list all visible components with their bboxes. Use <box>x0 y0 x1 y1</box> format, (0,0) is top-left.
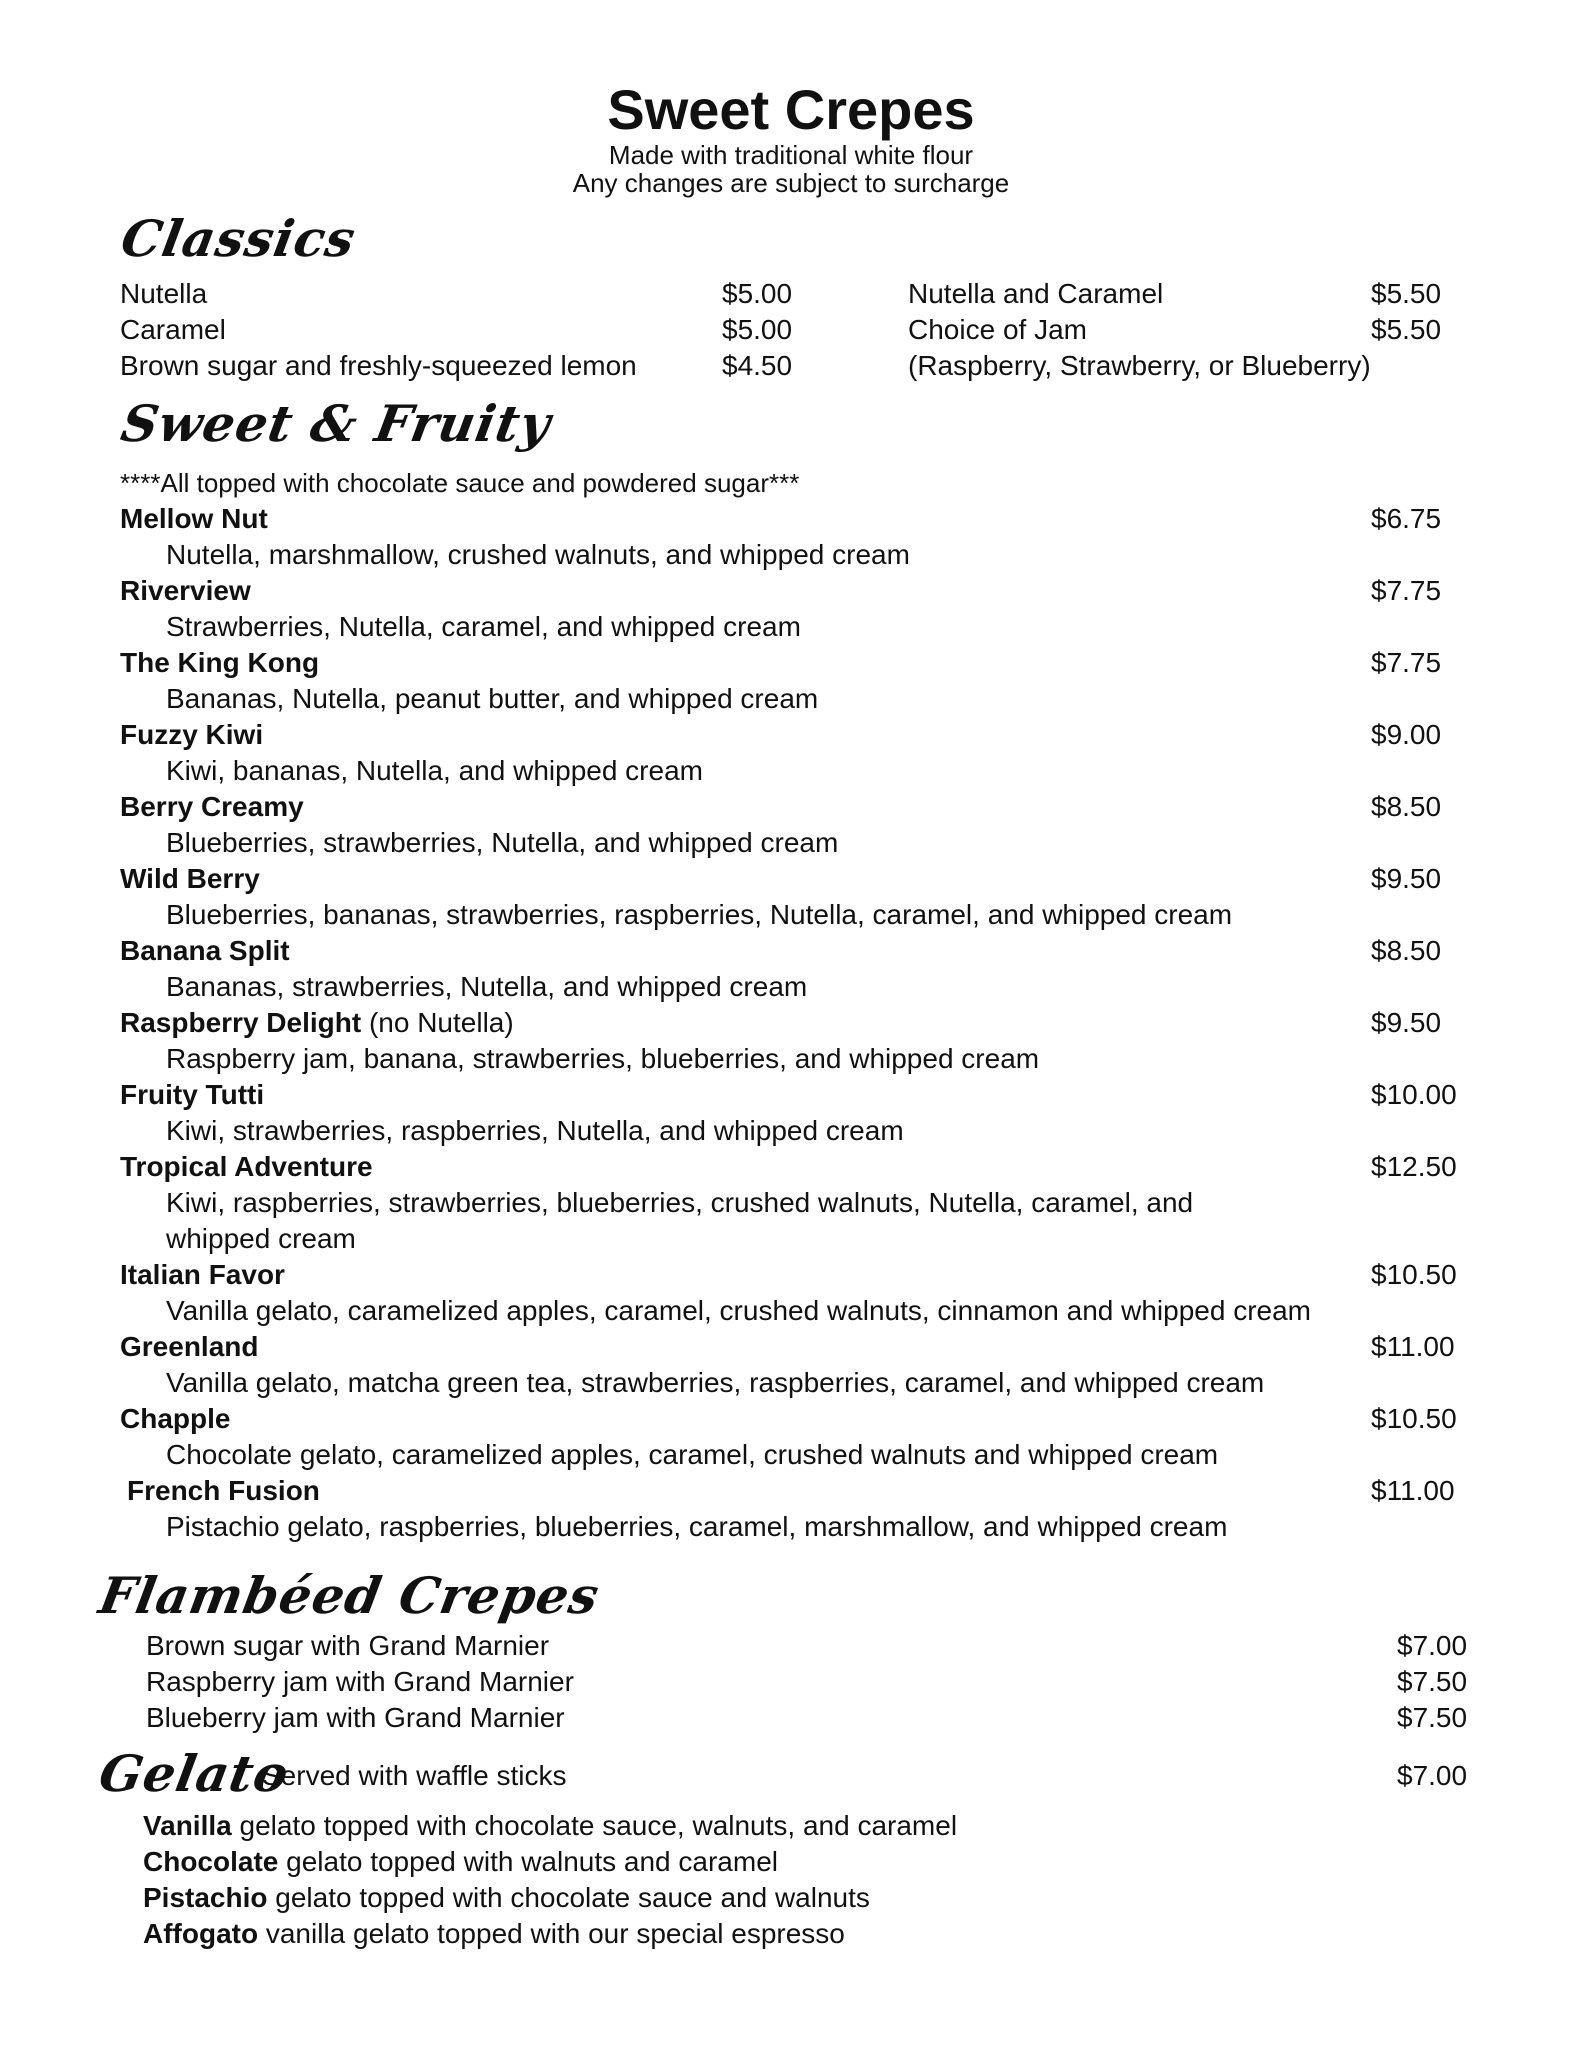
crepe-price: $10.50 <box>1371 1403 1457 1434</box>
crepe-price: $9.50 <box>1371 863 1442 894</box>
classic-item-price: $5.50 <box>1371 278 1442 309</box>
page-title: Sweet Crepes <box>607 78 975 141</box>
gelato-item <box>143 1845 778 1879</box>
crepe-price: $8.50 <box>1371 791 1442 822</box>
flambeed-item-price: $7.50 <box>1397 1702 1468 1733</box>
crepe-name: Riverview <box>120 575 251 606</box>
crepe-description: Chocolate gelato, caramelized apples, caramel, crushed walnuts and whipped cream <box>166 1439 1219 1470</box>
classic-item-price: $5.00 <box>722 278 793 309</box>
crepe-price: $12.50 <box>1371 1151 1457 1182</box>
crepe-name: Banana Split <box>120 935 290 966</box>
crepe-name: French Fusion <box>127 1475 320 1506</box>
crepe-description: Blueberries, bananas, strawberries, raspberries, Nutella, caramel, and whipped cream <box>166 899 1233 930</box>
crepe-description: Kiwi, strawberries, raspberries, Nutella, and whipped cream <box>166 1115 904 1146</box>
crepe-price: $6.75 <box>1371 503 1442 534</box>
classics-heading: Classics <box>116 209 361 268</box>
crepe-description: Bananas, strawberries, Nutella, and whipped cream <box>166 971 808 1002</box>
classic-item-name: Nutella and Caramel <box>908 278 1164 309</box>
crepe-name-note: (no Nutella) <box>361 1007 514 1038</box>
crepe-description: Strawberries, Nutella, caramel, and whipped cream <box>166 611 801 642</box>
classic-item-name: Caramel <box>120 314 226 345</box>
gelato-description: gelato topped with chocolate sauce and walnuts <box>267 1882 870 1913</box>
gelato-description: gelato topped with chocolate sauce, walnuts, and caramel <box>231 1810 958 1841</box>
gelato-flavor: Pistachio <box>143 1882 268 1913</box>
crepe-name: Tropical Adventure <box>120 1151 373 1182</box>
crepe-description: Pistachio gelato, raspberries, blueberries, caramel, marshmallow, and whipped cream <box>166 1511 1228 1542</box>
gelato-item <box>143 1809 957 1843</box>
classic-item-name: Nutella <box>120 278 208 309</box>
sweet-fruity-heading: Sweet & Fruity <box>116 394 556 453</box>
crepe-name: Chapple <box>120 1403 231 1434</box>
gelato-item <box>143 1881 870 1915</box>
crepe-price: $11.00 <box>1371 1331 1455 1362</box>
crepe-price: $9.50 <box>1371 1007 1442 1038</box>
crepe-price: $11.00 <box>1371 1475 1455 1506</box>
crepe-name: Wild Berry <box>120 863 260 894</box>
classic-item-name: Choice of Jam <box>908 314 1087 345</box>
crepe-description: Blueberries, strawberries, Nutella, and whipped cream <box>166 827 839 858</box>
flambeed-item-price: $7.00 <box>1397 1630 1468 1661</box>
gelato-flavor: Affogato <box>143 1918 259 1949</box>
crepe-name: Fuzzy Kiwi <box>120 719 264 750</box>
crepe-description: whipped cream <box>166 1223 356 1254</box>
crepe-description: Nutella, marshmallow, crushed walnuts, and whipped cream <box>166 539 910 570</box>
crepe-name: Italian Favor <box>120 1259 285 1290</box>
gelato-flavor: Vanilla <box>143 1810 232 1841</box>
subtitle-surcharge: Any changes are subject to surcharge <box>572 168 1010 198</box>
gelato-heading: Gelato <box>94 1744 294 1803</box>
crepe-description: Kiwi, raspberries, strawberries, blueberries, crushed walnuts, Nutella, caramel, and <box>166 1187 1194 1218</box>
crepe-name: Berry Creamy <box>120 791 304 822</box>
crepe-price: $10.00 <box>1371 1079 1457 1110</box>
classic-item-price: $5.50 <box>1371 314 1442 345</box>
crepe-name-row <box>120 1006 514 1040</box>
crepe-description: Vanilla gelato, caramelized apples, caramel, crushed walnuts, cinnamon and whipped cream <box>166 1295 1311 1326</box>
crepe-name: Greenland <box>120 1331 259 1362</box>
classic-item-name: Brown sugar and freshly-squeezed lemon <box>120 350 637 381</box>
gelato-price: $7.00 <box>1397 1760 1468 1791</box>
flambeed-heading: Flambéed Crepes <box>94 1566 604 1625</box>
crepe-description: Bananas, Nutella, peanut butter, and whipped cream <box>166 683 819 714</box>
flambeed-item-name: Blueberry jam with Grand Marnier <box>146 1702 565 1733</box>
gelato-description: vanilla gelato topped with our special espresso <box>258 1918 845 1949</box>
gelato-description: gelato topped with walnuts and caramel <box>278 1846 778 1877</box>
flambeed-item-price: $7.50 <box>1397 1666 1468 1697</box>
crepe-price: $7.75 <box>1371 647 1442 678</box>
subtitle-flour: Made with traditional white flour <box>608 140 974 170</box>
flambeed-item-name: Raspberry jam with Grand Marnier <box>146 1666 574 1697</box>
gelato-flavor: Chocolate <box>143 1846 279 1877</box>
crepe-price: $7.75 <box>1371 575 1442 606</box>
classic-item-price: $4.50 <box>722 350 793 381</box>
crepe-name: Mellow Nut <box>120 503 268 534</box>
crepe-name: Fruity Tutti <box>120 1079 265 1110</box>
crepe-price: $10.50 <box>1371 1259 1457 1290</box>
crepe-description: Kiwi, bananas, Nutella, and whipped cream <box>166 755 703 786</box>
crepe-name: The King Kong <box>120 647 320 678</box>
flambeed-item-name: Brown sugar with Grand Marnier <box>146 1630 550 1661</box>
gelato-served-note: Served with waffle sticks <box>262 1760 567 1791</box>
topping-note: ****All topped with chocolate sauce and powdered sugar*** <box>120 468 800 498</box>
crepe-price: $9.00 <box>1371 719 1442 750</box>
gelato-item <box>143 1917 845 1951</box>
crepe-description: Vanilla gelato, matcha green tea, strawberries, raspberries, caramel, and whipped cream <box>166 1367 1265 1398</box>
jam-flavors-note: (Raspberry, Strawberry, or Blueberry) <box>908 350 1371 381</box>
classic-item-price: $5.00 <box>722 314 793 345</box>
crepe-description: Raspberry jam, banana, strawberries, blueberries, and whipped cream <box>166 1043 1040 1074</box>
crepe-name: Raspberry Delight <box>120 1007 362 1038</box>
crepe-price: $8.50 <box>1371 935 1442 966</box>
